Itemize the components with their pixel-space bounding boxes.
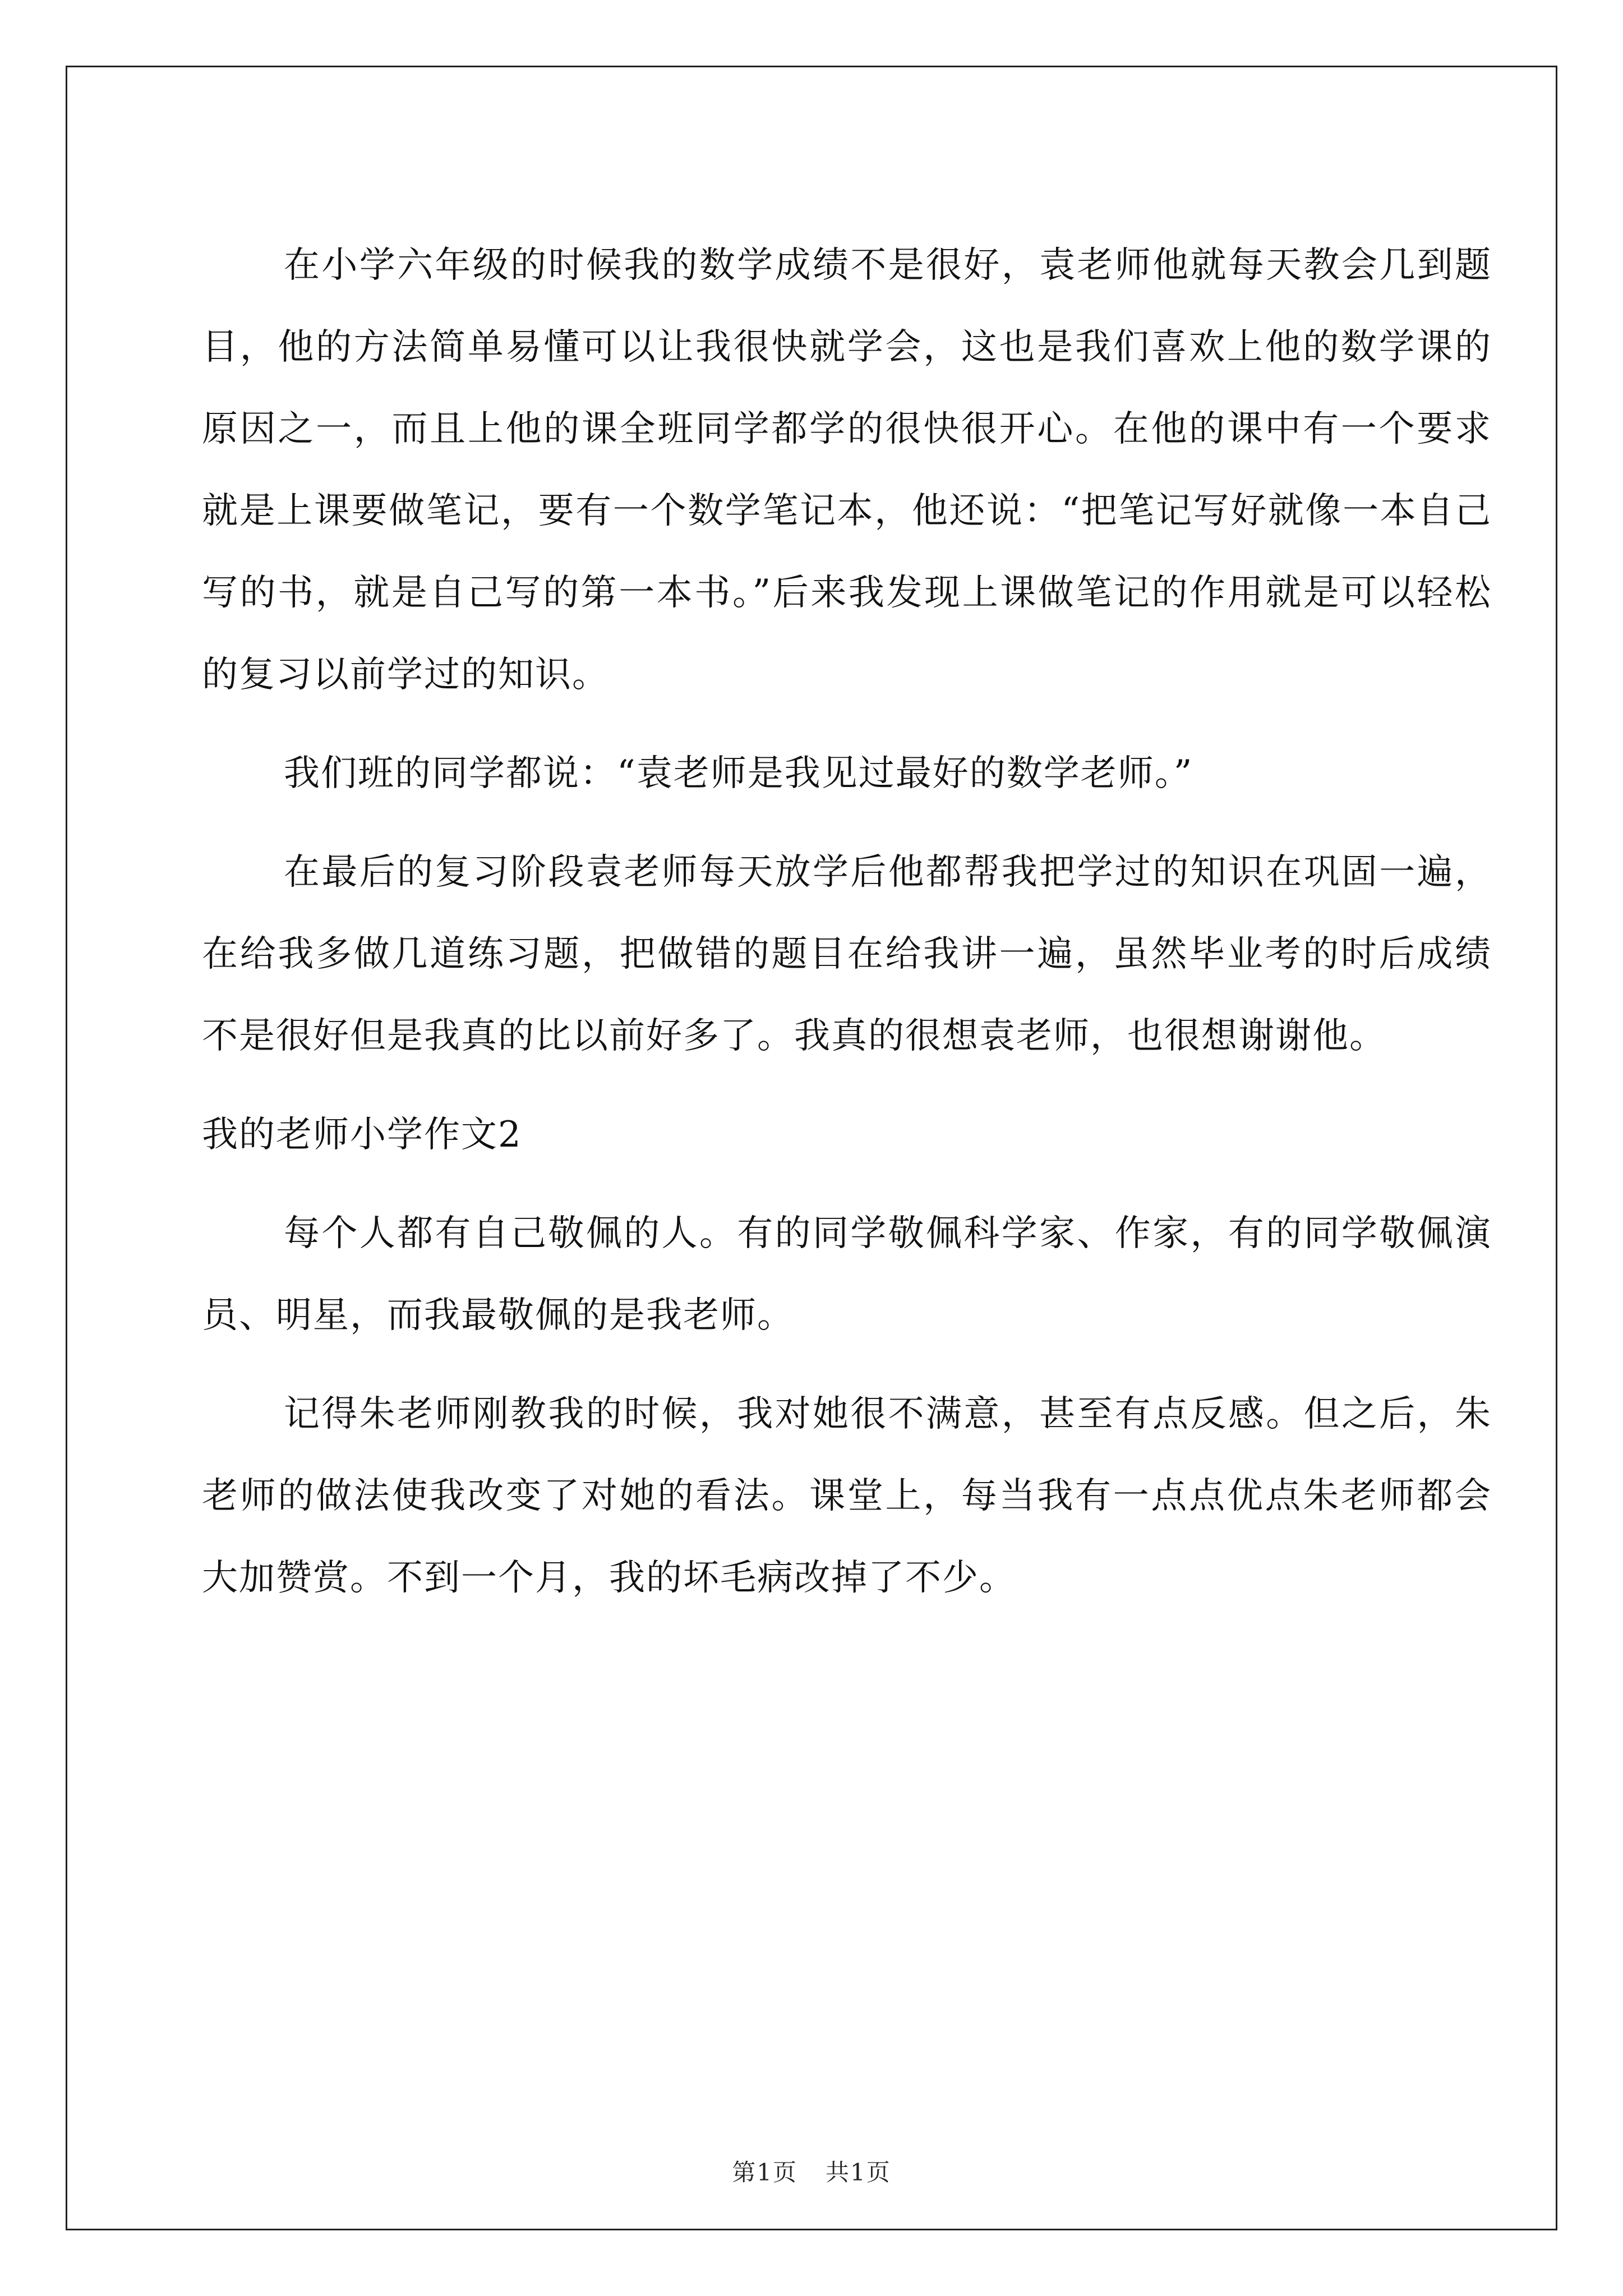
paragraph: 在最后的复习阶段袁老师每天放学后他都帮我把学过的知识在巩固一遍，在给我多做几道练习题，把做错的题目在给我讲一遍，虽然毕业考的时后成绩不是很好但是我真的比以前好多了。我真的很想袁老师，也很想谢谢他。 [202, 852, 1492, 1057]
page-total: 共1页 [826, 2159, 891, 2186]
paragraph: 每个人都有自己敬佩的人。有的同学敬佩科学家、作家，有的同学敬佩演员、明星，而我最敬佩的是我老师。 [202, 1213, 1492, 1336]
page-number: 第1页 [732, 2159, 797, 2186]
paragraph: 在小学六年级的时候我的数学成绩不是很好，袁老师他就每天教会几到题目，他的方法简单易懂可以让我很快就学会，这也是我们喜欢上他的数学课的原因之一，而且上他的课全班同学都学的很快很开心。在他的课中有一个要求就是上课要做笔记，要有一个数学笔记本，他还说：“把笔记写好就像一本自己写的书，就是自己写的第一本书。”后来我发现上课做笔记的作用就是可以轻松的复习以前学过的知识。 [202, 245, 1492, 696]
paragraph: 我们班的同学都说：“袁老师是我见过最好的数学老师。” [284, 753, 1193, 794]
page-footer [0, 2154, 1623, 2188]
section-heading: 我的老师小学作文2 [202, 1114, 522, 1156]
paragraph: 记得朱老师刚教我的时候，我对她很不满意，甚至有点反感。但之后，朱老师的做法使我改变了对她的看法。课堂上，每当我有一点点优点朱老师都会大加赞赏。不到一个月，我的坏毛病改掉了不少。 [202, 1393, 1492, 1599]
document-body [202, 224, 1492, 1636]
